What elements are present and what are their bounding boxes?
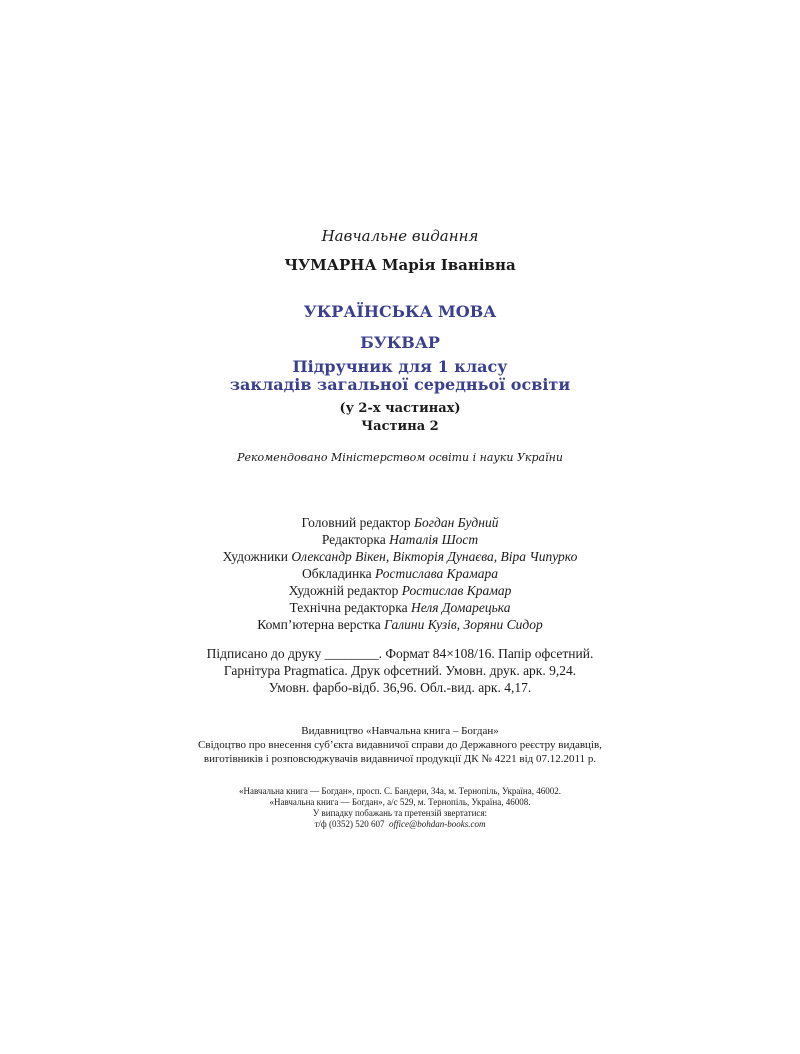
credit-names: Зоряни Сидор [463,617,543,632]
credit-names: Галини Кузів [384,617,457,632]
credit-names: Неля Домарецька [410,600,511,615]
subtitle-line-1: Підручник для 1 класу [292,357,508,376]
credit-line [0,549,800,565]
credit-role: Обкладинка [302,566,375,581]
credit-line [0,566,800,582]
email-link[interactable]: office@bohdan-books.com [389,819,486,829]
credit-role: Художники [222,549,292,564]
print-info-line: Умовн. фарбо-відб. 36,96. Обл.-вид. арк. 4,17. [268,680,532,695]
credit-line [0,583,800,599]
credit-line [0,515,800,531]
parts-note: (у 2-х частинах) [339,401,461,416]
contact-phone-email [0,819,800,829]
credit-separator: , [456,617,464,632]
credit-names: Наталія Шост [389,532,479,547]
credit-role: Технічна редакторка [289,600,411,615]
credit-names: Богдан Будний [414,515,499,530]
credit-names: Олександр Вікен, Вікторія Дунаєва, Віра Чипурко [291,549,578,564]
contact-line: У випадку побажань та претензій звертатися: [312,808,488,818]
credit-line [0,532,800,548]
credit-names: Ростислав Крамар [401,583,512,598]
publisher-line: Видавництво «Навчальна книга – Богдан» [301,725,499,737]
contact-line: «Навчальна книга — Богдан», просп. С. Бандери, 34а, м. Тернопіль, Україна, 46002. [239,786,561,796]
print-info-line: Гарнітура Pragmatica. Друк офсетний. Умовн. друк. арк. 9,24. [223,663,577,678]
subtitle-line-2: закладів загальної середньої освіти [229,375,571,394]
credit-role: Головний редактор [301,515,415,530]
recommendation: Рекомендовано Міністерством освіти і науки України [237,451,563,464]
credit-role: Художній редактор [288,583,402,598]
credit-names: Ростислава Крамара [374,566,498,581]
contact-line: «Навчальна книга — Богдан», а/с 529, м. Тернопіль, Україна, 46008. [269,797,531,807]
phone: т/ф (0352) 520 607 [314,819,385,829]
publisher-line: виготівників і розповсюджувачів видавничої продукції ДК № 4221 від 07.12.2011 р. [203,753,597,765]
book-title: БУКВАР [360,333,440,352]
credit-line [0,600,800,616]
part-number: Частина 2 [361,419,439,434]
subject-title: УКРАЇНСЬКА МОВА [303,302,497,321]
credit-line [0,617,800,633]
credit-role: Редакторка [321,532,390,547]
publisher-line: Свідоцтво про внесення суб’єкта видавничої справи до Державного реєстру видавців, [198,739,602,751]
author-name: ЧУМАРНА Марія Іванівна [284,256,516,274]
print-info-line: Підписано до друку ________. Формат 84×108/16. Папір офсетний. [206,646,594,661]
credit-role: Комп’ютерна верстка [257,617,385,632]
edition-type: Навчальне видання [321,227,479,245]
